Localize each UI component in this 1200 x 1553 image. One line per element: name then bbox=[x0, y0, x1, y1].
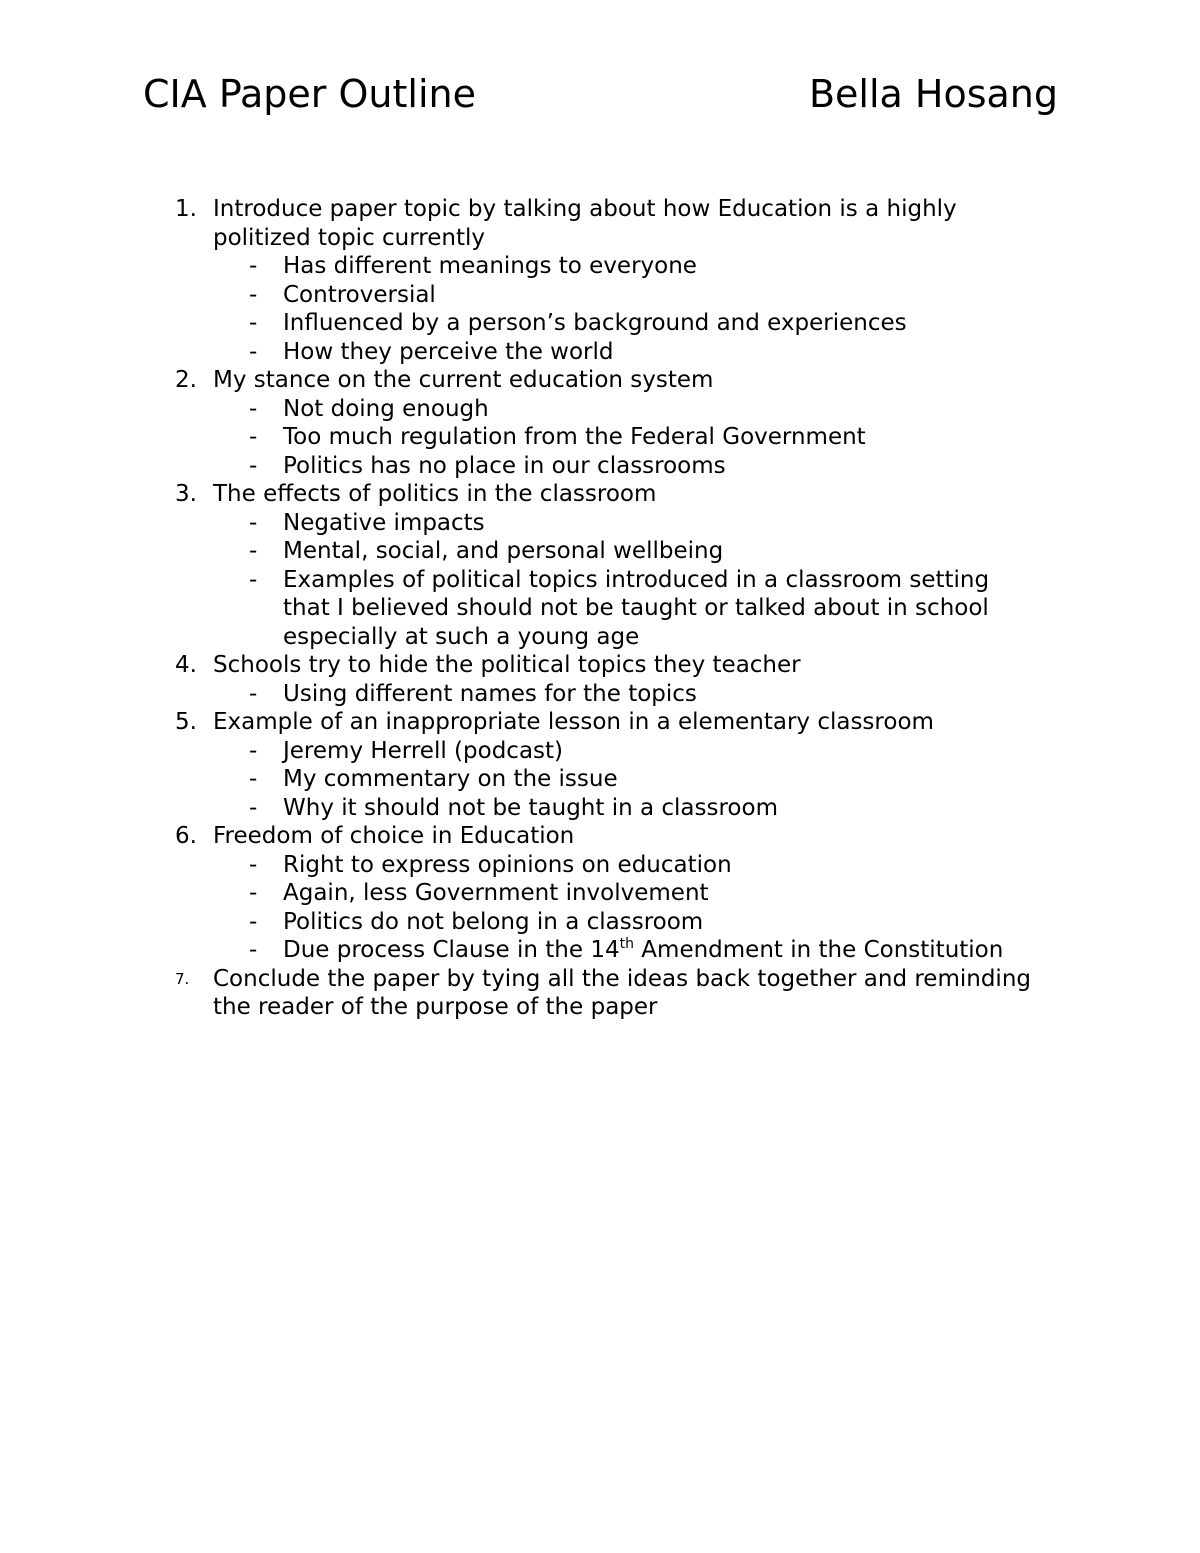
dash-bullet: - bbox=[249, 880, 258, 906]
item-number: 7. bbox=[175, 969, 190, 988]
item-number: 5. bbox=[175, 709, 197, 735]
sub-item-text: How they perceive the world bbox=[283, 338, 614, 365]
sub-item-text: Examples of political topics introduced in a classroom setting that I believed should not be taught or talked about in school especially at such a young age bbox=[283, 566, 990, 650]
sub-item-text: Too much regulation from the Federal Government bbox=[283, 424, 866, 450]
sub-item bbox=[0, 309, 1013, 338]
item-text: Freedom of choice in Education bbox=[213, 823, 575, 849]
sub-item-text: Why it should not be taught in a classroom bbox=[283, 794, 778, 821]
superscript: th bbox=[619, 936, 634, 952]
sub-item-text: Has different meanings to everyone bbox=[283, 253, 697, 279]
sub-item bbox=[0, 423, 1013, 452]
dash-bullet: - bbox=[249, 851, 258, 878]
dash-bullet: - bbox=[249, 310, 258, 336]
sub-item bbox=[0, 936, 1013, 965]
sub-item bbox=[0, 879, 1013, 908]
sub-item bbox=[0, 338, 1013, 367]
dash-bullet: - bbox=[249, 737, 258, 764]
sub-item bbox=[0, 537, 1013, 566]
sub-item bbox=[0, 509, 1013, 538]
outline-item-2 bbox=[0, 366, 1058, 395]
sub-item-text: Not doing enough bbox=[283, 395, 489, 422]
sub-item-text: Again, less Government involvement bbox=[283, 880, 709, 906]
item-number: 4. bbox=[175, 652, 197, 678]
item-text: Schools try to hide the political topics they teacher bbox=[213, 652, 801, 678]
sub-item-text: Jeremy Herrell (podcast) bbox=[283, 737, 564, 764]
sub-item bbox=[0, 395, 1013, 424]
dash-bullet: - bbox=[249, 937, 258, 963]
document-title: CIA Paper Outline bbox=[143, 72, 476, 116]
sub-item-text bbox=[283, 937, 1003, 963]
outline-list bbox=[0, 195, 1200, 1022]
dash-bullet: - bbox=[249, 794, 258, 821]
dash-bullet: - bbox=[249, 509, 258, 536]
item-number: 3. bbox=[175, 481, 197, 507]
sub-item-text: Influenced by a person’s background and experiences bbox=[283, 310, 907, 336]
item-text: My stance on the current education system bbox=[213, 367, 714, 393]
outline-item-6 bbox=[0, 822, 1058, 851]
dash-bullet: - bbox=[249, 395, 258, 422]
item-text: Introduce paper topic by talking about how Education is a highly politized topic currently bbox=[213, 196, 957, 251]
dash-bullet: - bbox=[249, 766, 258, 792]
item-text: Conclude the paper by tying all the ideas back together and reminding the reader of the purpose of the paper bbox=[213, 965, 1031, 1020]
sub-item-text-after: Amendment in the Constitution bbox=[634, 937, 1004, 963]
dash-bullet: - bbox=[249, 281, 258, 308]
sub-item bbox=[0, 737, 1013, 766]
dash-bullet: - bbox=[249, 680, 258, 707]
outline-item-5 bbox=[0, 708, 1058, 737]
outline-item-4 bbox=[0, 651, 1058, 680]
sub-item-text: Negative impacts bbox=[283, 509, 485, 536]
dash-bullet: - bbox=[249, 253, 258, 279]
outline-item-7 bbox=[0, 965, 1058, 1022]
sub-item-text-before: Due process Clause in the 14 bbox=[283, 937, 620, 963]
item-text: The effects of politics in the classroom bbox=[213, 481, 657, 507]
outline-item-3 bbox=[0, 480, 1058, 509]
dash-bullet: - bbox=[249, 908, 258, 935]
sub-item bbox=[0, 680, 1013, 709]
sub-item-text: Right to express opinions on education bbox=[283, 851, 732, 878]
sub-item bbox=[0, 765, 1013, 794]
author-name: Bella Hosang bbox=[808, 72, 1058, 116]
item-text: Example of an inappropriate lesson in a elementary classroom bbox=[213, 709, 934, 735]
document-header bbox=[143, 70, 1058, 118]
sub-item bbox=[0, 908, 1013, 937]
item-number: 2. bbox=[175, 367, 197, 393]
sub-item-text: Politics do not belong in a classroom bbox=[283, 908, 704, 935]
dash-bullet: - bbox=[249, 566, 258, 593]
item-number: 6. bbox=[175, 823, 197, 849]
sub-item bbox=[0, 252, 1013, 281]
sub-item bbox=[0, 566, 1013, 652]
outline-item-1 bbox=[0, 195, 1058, 252]
sub-item bbox=[0, 281, 1013, 310]
sub-item-text: Politics has no place in our classrooms bbox=[283, 452, 726, 479]
sub-item bbox=[0, 851, 1013, 880]
sub-item-text: Controversial bbox=[283, 281, 436, 308]
item-number: 1. bbox=[175, 196, 197, 222]
dash-bullet: - bbox=[249, 424, 258, 450]
sub-item-text: Using different names for the topics bbox=[283, 680, 697, 707]
sub-item-text: My commentary on the issue bbox=[283, 766, 618, 792]
sub-item bbox=[0, 452, 1013, 481]
dash-bullet: - bbox=[249, 338, 258, 365]
sub-item-text: Mental, social, and personal wellbeing bbox=[283, 538, 724, 564]
dash-bullet: - bbox=[249, 452, 258, 479]
sub-item bbox=[0, 794, 1013, 823]
dash-bullet: - bbox=[249, 538, 258, 564]
